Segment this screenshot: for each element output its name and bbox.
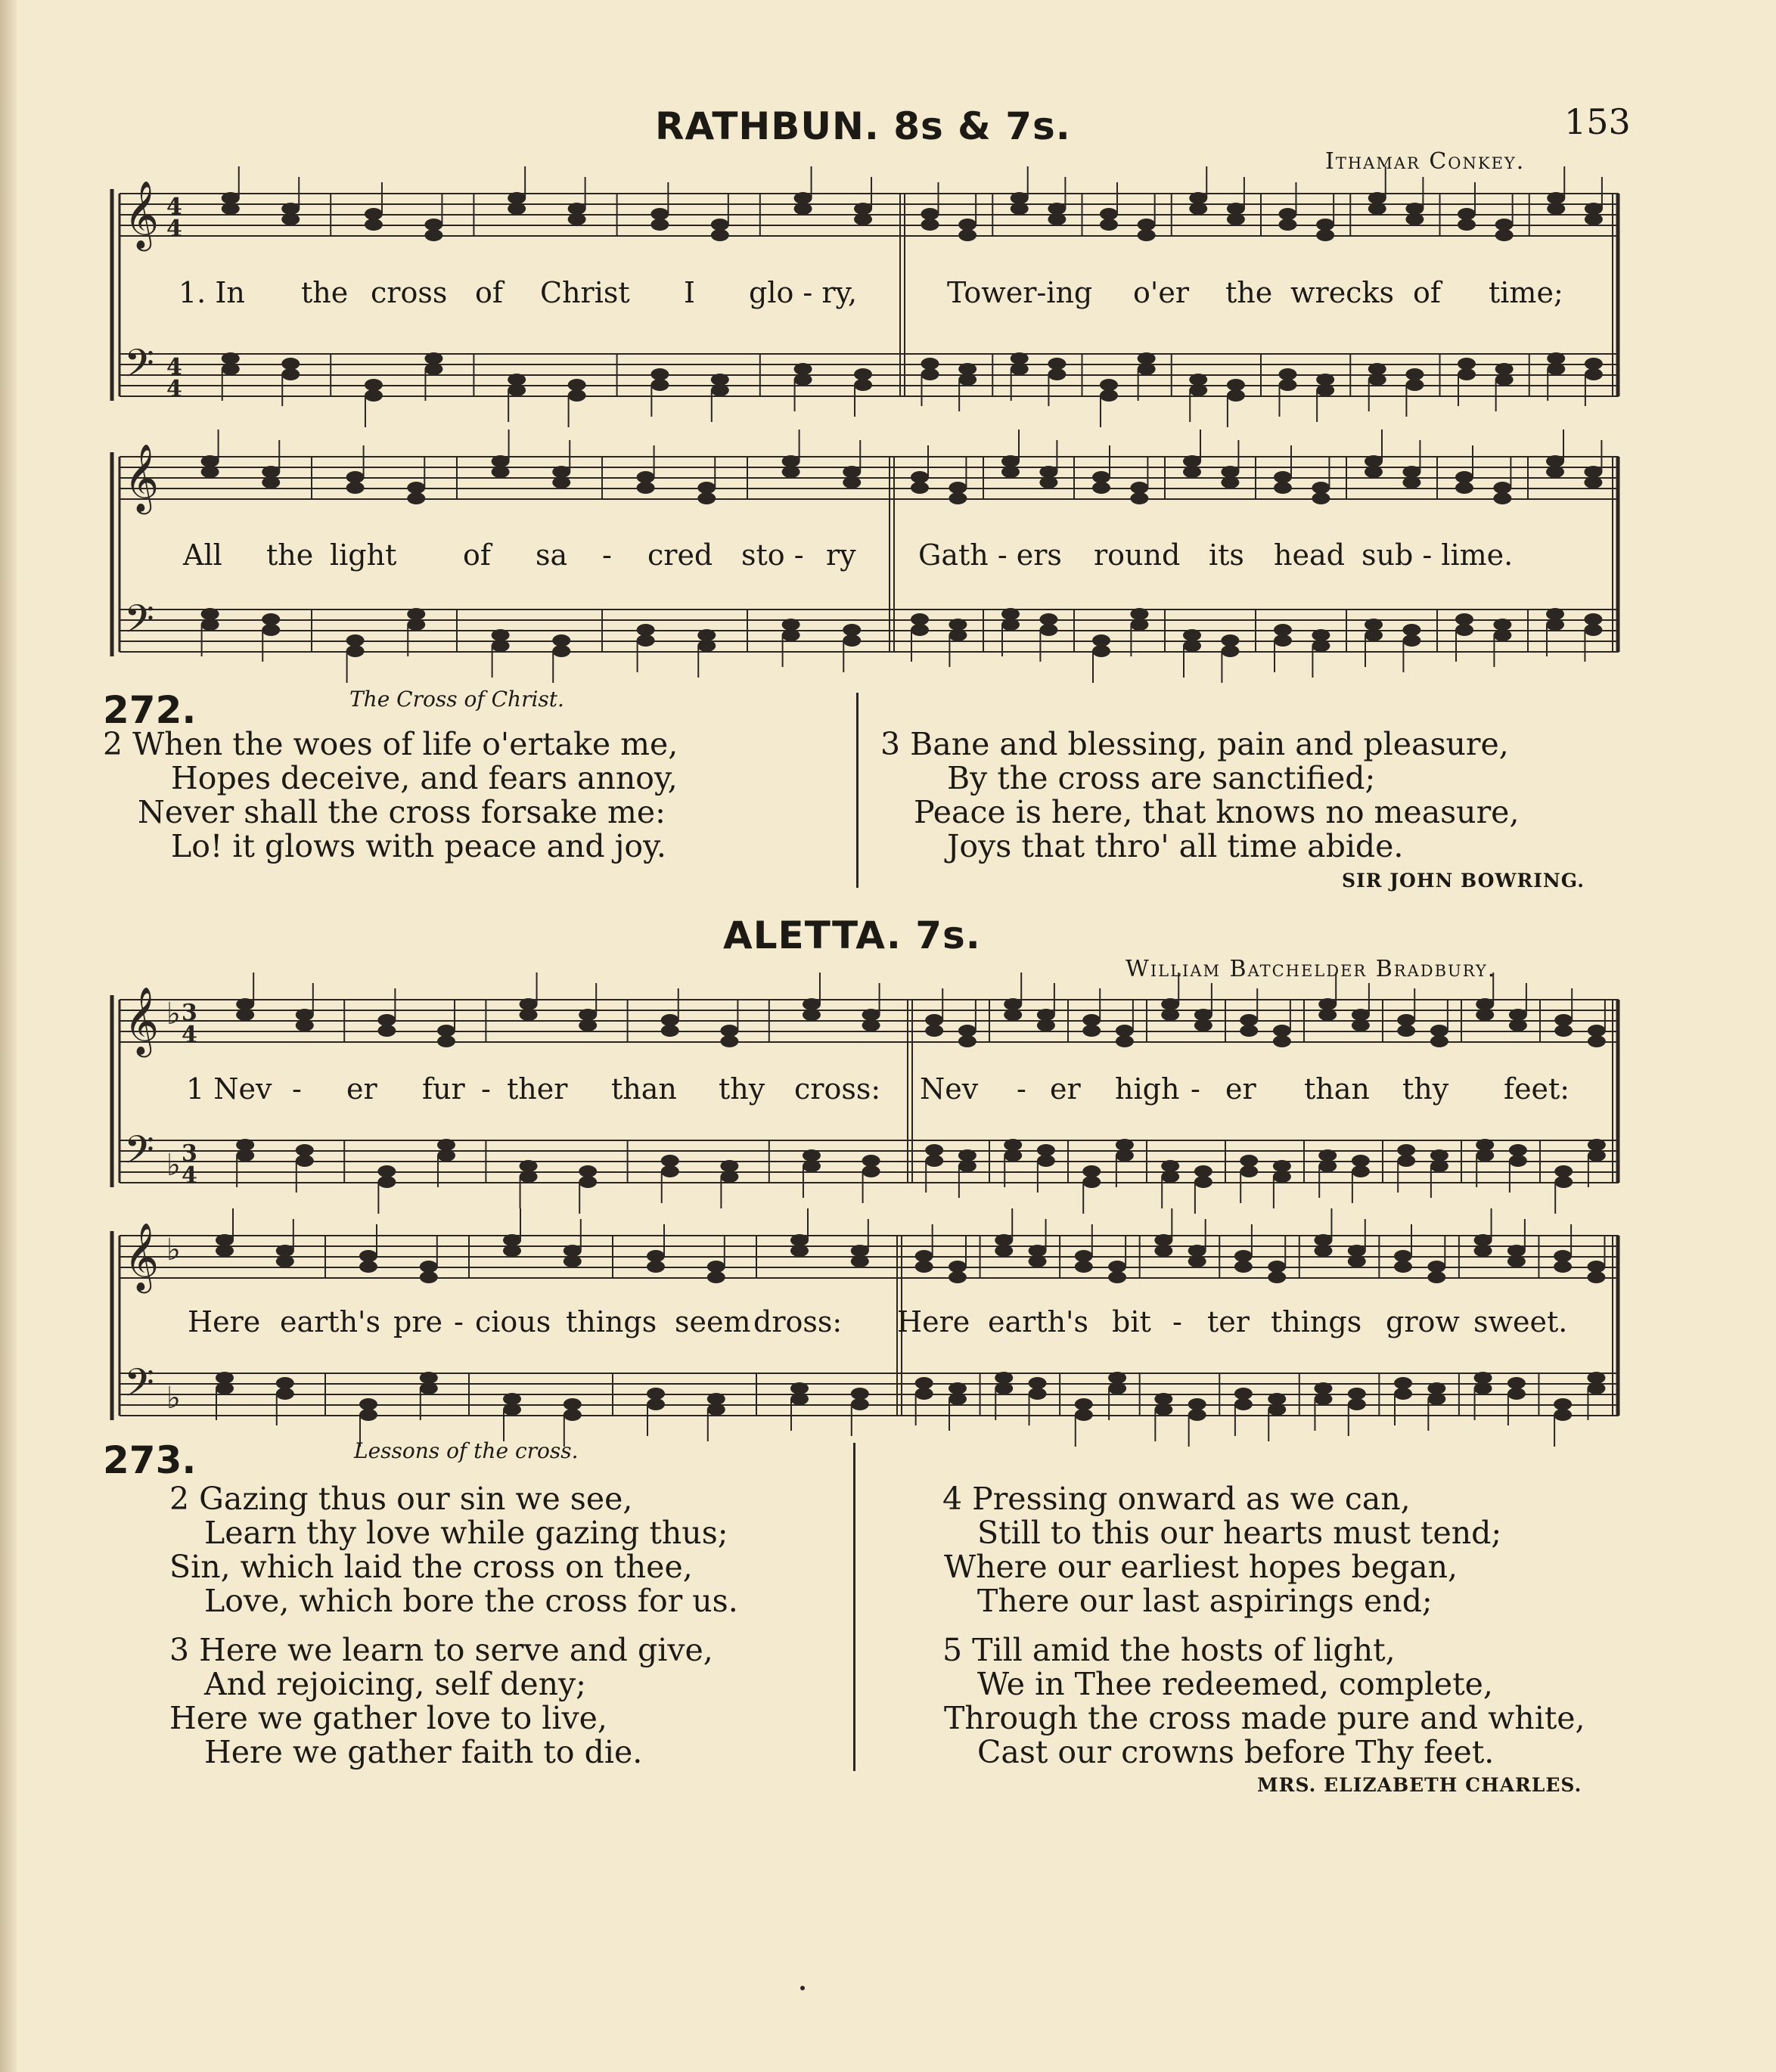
- bass-note-head: [1188, 1409, 1206, 1421]
- treble-note-head: [276, 1245, 294, 1257]
- bass-clef: 𝄢: [124, 340, 154, 395]
- aletta-lyric-2-15: sweet.: [1473, 1305, 1568, 1338]
- rathbun-lyric-2-0: All: [183, 538, 222, 572]
- aletta-lyric-2-12: ter: [1207, 1305, 1250, 1338]
- hymn-273-v2-line-0: 2 Gazing thus our sin we see,: [169, 1481, 633, 1517]
- aletta-lyric-2-5: things: [566, 1305, 657, 1338]
- treble-note-head: [1507, 1255, 1526, 1267]
- rathbun-lyric-2-11: its: [1209, 538, 1244, 572]
- hymn-272-v3-line-2: Peace is here, that knows no measure,: [914, 794, 1520, 830]
- bass-note-head: [1427, 1382, 1445, 1394]
- aletta-title: ALETTA. 7s.: [723, 913, 981, 957]
- treble-note-head: [564, 1245, 582, 1257]
- bass-note-head: [1075, 1409, 1093, 1421]
- bass-note-head: [1394, 1377, 1412, 1389]
- bass-note-head: [564, 1398, 582, 1410]
- treble-note-head: [1075, 1261, 1093, 1273]
- rathbun-lyric-1-11: of: [1413, 276, 1441, 309]
- aletta-lyric-1-8: cross:: [794, 1072, 881, 1106]
- rathbun-lyric-1-12: time;: [1489, 276, 1563, 309]
- treble-note-head: [359, 1250, 377, 1262]
- aletta-lyric-1-13: -: [1191, 1072, 1200, 1106]
- bass-note-head: [276, 1377, 294, 1389]
- rathbun-lyric-1-8: o'er: [1133, 276, 1189, 309]
- treble-note-head: [707, 1261, 725, 1273]
- hymn-273-number: 273.: [103, 1438, 197, 1482]
- treble-note-head: [1587, 1271, 1605, 1283]
- treble-note-head: [1268, 1261, 1286, 1273]
- bass-note-head: [564, 1409, 582, 1421]
- rathbun-lyric-2-8: ry: [826, 538, 856, 572]
- aletta-lyric-2-14: grow: [1386, 1305, 1460, 1338]
- treble-note-head: [1108, 1261, 1126, 1273]
- treble-note-head: [1427, 1271, 1445, 1283]
- treble-note-head: [1108, 1271, 1126, 1283]
- aletta-lyric-1-1: -: [292, 1072, 302, 1106]
- bass-note-head: [420, 1382, 438, 1394]
- treble-time-numerator: 3: [182, 1000, 197, 1026]
- aletta-lyric-2-9: earth's: [988, 1305, 1088, 1338]
- treble-clef: 𝄞: [124, 444, 160, 512]
- treble-note-head: [1554, 1250, 1572, 1262]
- treble-note-head: [915, 1261, 933, 1273]
- rathbun-lyric-2-6: cred: [647, 538, 713, 572]
- hymn-272-v3-line-0: 3 Bane and blessing, pain and pleasure,: [880, 726, 1509, 762]
- hymn-273-v5-line-3: Cast our crowns before Thy feet.: [977, 1734, 1495, 1770]
- treble-note-head: [1154, 1234, 1172, 1246]
- bass-time-numerator: 3: [182, 1140, 197, 1167]
- bass-note-head: [915, 1377, 933, 1389]
- aletta-lyric-2-2: pre: [393, 1305, 442, 1338]
- key-signature-flat: ♭: [166, 1381, 181, 1416]
- bass-note-head: [1348, 1388, 1366, 1400]
- bass-time-denominator: 4: [166, 376, 182, 402]
- treble-note-head: [1394, 1261, 1412, 1273]
- bass-note-head: [1154, 1393, 1172, 1405]
- aletta-lyric-1-17: feet:: [1504, 1072, 1570, 1106]
- bass-note-head: [216, 1382, 234, 1394]
- treble-time-denominator: 4: [182, 1022, 197, 1048]
- rathbun-lyric-1-9: the: [1225, 276, 1273, 309]
- bass-note-head: [1427, 1393, 1445, 1405]
- aletta-lyric-1-14: er: [1225, 1072, 1256, 1106]
- hymn-272-author: SIR JOHN BOWRING.: [1342, 870, 1585, 892]
- bass-note-head: [707, 1404, 725, 1416]
- treble-note-head: [1029, 1245, 1047, 1257]
- bass-note-head: [359, 1398, 377, 1410]
- treble-note-head: [1154, 1245, 1172, 1257]
- bass-note-head: [1108, 1372, 1126, 1384]
- bass-note-head: [420, 1372, 438, 1384]
- aletta-lyric-2-7: dross:: [753, 1305, 843, 1338]
- hymn-273-v3-line-0: 3 Here we learn to serve and give,: [169, 1632, 713, 1668]
- aletta-lyric-1-7: thy: [719, 1072, 765, 1106]
- key-signature-flat: ♭: [166, 1148, 181, 1183]
- aletta-composer: William Batchelder Bradbury.: [1126, 956, 1497, 982]
- treble-note-head: [1587, 1261, 1605, 1273]
- aletta-lyric-2-13: things: [1271, 1305, 1362, 1338]
- treble-time-numerator: 4: [166, 194, 182, 220]
- bass-note-head: [503, 1404, 521, 1416]
- hymn-272-v2-line-0: 2 When the woes of life o'ertake me,: [103, 726, 678, 762]
- treble-note-head: [1474, 1245, 1492, 1257]
- bass-note-head: [1507, 1377, 1526, 1389]
- key-signature-flat: ♭: [166, 1233, 181, 1267]
- treble-note-head: [1075, 1250, 1093, 1262]
- rathbun-lyric-1-4: Christ: [540, 276, 630, 309]
- aletta-lyric-1-9: Nev: [920, 1072, 979, 1106]
- bass-note-head: [1394, 1388, 1412, 1400]
- bass-note-head: [851, 1398, 869, 1410]
- treble-note-head: [1234, 1250, 1253, 1262]
- hymn-273-v2-line-2: Sin, which laid the cross on thee,: [169, 1549, 693, 1585]
- treble-note-head: [1507, 1245, 1526, 1257]
- bass-note-head: [790, 1382, 809, 1394]
- bass-note-head: [1268, 1404, 1286, 1416]
- bass-note-head: [851, 1388, 869, 1400]
- treble-note-head: [420, 1271, 438, 1283]
- bass-note-head: [1029, 1388, 1047, 1400]
- bass-clef: 𝄢: [124, 596, 154, 651]
- bass-note-head: [949, 1382, 967, 1394]
- treble-clef: 𝄞: [124, 181, 160, 249]
- aletta-lyric-2-11: -: [1172, 1305, 1182, 1338]
- bass-note-head: [1474, 1372, 1492, 1384]
- hymn-273-v4-line-0: 4 Pressing onward as we can,: [942, 1481, 1411, 1517]
- aletta-lyric-2-10: bit: [1112, 1305, 1151, 1338]
- rathbun-lyric-1-1: the: [301, 276, 349, 309]
- bass-note-head: [1507, 1388, 1526, 1400]
- rathbun-lyric-2-1: the: [266, 538, 314, 572]
- hymn-273-v2-line-1: Learn thy love while gazing thus;: [204, 1515, 728, 1551]
- treble-note-head: [503, 1245, 521, 1257]
- hymn-273-v4-line-2: Where our earliest hopes began,: [944, 1549, 1458, 1585]
- bass-note-head: [647, 1398, 665, 1410]
- bass-note-head: [1348, 1398, 1366, 1410]
- treble-note-head: [707, 1271, 725, 1283]
- treble-note-head: [995, 1234, 1013, 1246]
- aletta-lyric-1-10: -: [1017, 1072, 1026, 1106]
- treble-time-denominator: 4: [166, 216, 182, 242]
- aletta-lyric-1-15: than: [1304, 1072, 1370, 1106]
- treble-note-head: [949, 1271, 967, 1283]
- bass-note-head: [1554, 1409, 1572, 1421]
- bass-note-head: [1029, 1377, 1047, 1389]
- aletta-lyric-1-11: er: [1050, 1072, 1081, 1106]
- bass-note-head: [915, 1388, 933, 1400]
- bass-note-head: [1587, 1382, 1605, 1394]
- bass-time-denominator: 4: [182, 1162, 197, 1189]
- aletta-lyric-1-12: high: [1115, 1072, 1180, 1106]
- rathbun-lyric-2-5: -: [602, 538, 612, 572]
- hymn-273-v3-line-3: Here we gather faith to die.: [204, 1734, 643, 1770]
- hymn-272-v3-line-1: By the cross are sanctified;: [947, 760, 1376, 796]
- aletta-lyric-2-8: Here: [897, 1305, 970, 1338]
- hymn-273-v5-line-2: Through the cross made pure and white,: [944, 1700, 1585, 1736]
- aletta-lyric-1-2: er: [346, 1072, 377, 1106]
- aletta-lyric-1-5: ther: [507, 1072, 568, 1106]
- rathbun-lyric-2-2: light: [330, 538, 397, 572]
- rathbun-lyric-1-10: wrecks: [1290, 276, 1394, 309]
- treble-note-head: [790, 1234, 809, 1246]
- hymn-273-v3-line-2: Here we gather love to live,: [169, 1700, 607, 1736]
- treble-note-head: [915, 1250, 933, 1262]
- bass-note-head: [503, 1393, 521, 1405]
- page-speck: [800, 1986, 805, 1990]
- treble-note-head: [503, 1234, 521, 1246]
- hymn-272-v3-line-3: Joys that thro' all time abide.: [947, 828, 1404, 864]
- bass-note-head: [1234, 1398, 1253, 1410]
- bass-note-head: [790, 1393, 809, 1405]
- rathbun-composer: Ithamar Conkey.: [1325, 148, 1526, 175]
- treble-note-head: [1188, 1255, 1206, 1267]
- hymn-273-v5-line-0: 5 Till amid the hosts of light,: [942, 1632, 1396, 1668]
- treble-note-head: [276, 1255, 294, 1267]
- aletta-lyric-1-4: -: [481, 1072, 491, 1106]
- bass-note-head: [359, 1409, 377, 1421]
- rathbun-lyric-1-2: cross: [371, 276, 448, 309]
- treble-note-head: [949, 1261, 967, 1273]
- rathbun-lyric-1-6: glo - ry,: [749, 276, 858, 309]
- hymn-272-v2-line-2: Never shall the cross forsake me:: [138, 794, 666, 830]
- rathbun-lyric-2-3: of: [463, 538, 491, 572]
- bass-note-head: [949, 1393, 967, 1405]
- treble-note-head: [359, 1261, 377, 1273]
- aletta-lyric-2-4: cious: [475, 1305, 551, 1338]
- aletta-lyric-1-16: thy: [1402, 1072, 1449, 1106]
- rathbun-lyric-1-7: Tower-ing: [947, 276, 1093, 309]
- treble-note-head: [1554, 1261, 1572, 1273]
- treble-note-head: [1348, 1245, 1366, 1257]
- rathbun-lyric-2-4: sa: [536, 538, 568, 572]
- rathbun-lyric-2-7: sto -: [741, 538, 804, 572]
- bass-note-head: [647, 1388, 665, 1400]
- bass-note-head: [1188, 1398, 1206, 1410]
- bass-note-head: [276, 1388, 294, 1400]
- aletta-lyric-2-1: earth's: [280, 1305, 380, 1338]
- hymn-273-v2-line-3: Love, which bore the cross for us.: [204, 1583, 738, 1619]
- hymn-273-v4-line-3: There our last aspirings end;: [977, 1583, 1433, 1619]
- bass-note-head: [1154, 1404, 1172, 1416]
- treble-note-head: [995, 1245, 1013, 1257]
- treble-note-head: [216, 1234, 234, 1246]
- hymn-273-author: MRS. ELIZABETH CHARLES.: [1257, 1774, 1582, 1796]
- treble-clef: 𝄞: [124, 1223, 160, 1291]
- bass-clef: 𝄢: [124, 1127, 154, 1182]
- bass-note-head: [707, 1393, 725, 1405]
- treble-note-head: [564, 1255, 582, 1267]
- hymn-273-v5-line-1: We in Thee redeemed, complete,: [977, 1666, 1493, 1702]
- bass-note-head: [1554, 1398, 1572, 1410]
- treble-clef: 𝄞: [124, 987, 160, 1055]
- treble-note-head: [851, 1245, 869, 1257]
- aletta-lyric-1-3: fur: [422, 1072, 465, 1106]
- treble-note-head: [647, 1261, 665, 1273]
- rathbun-title: RATHBUN. 8s & 7s.: [655, 104, 1071, 148]
- treble-note-head: [420, 1261, 438, 1273]
- rathbun-lyric-2-9: Gath - ers: [918, 538, 1062, 572]
- bass-note-head: [216, 1372, 234, 1384]
- page-number: 153: [1564, 101, 1631, 142]
- hymn-273-subtitle: Lessons of the cross.: [354, 1438, 579, 1463]
- treble-note-head: [1348, 1255, 1366, 1267]
- bass-note-head: [995, 1382, 1013, 1394]
- bass-note-head: [1075, 1398, 1093, 1410]
- treble-note-head: [1394, 1250, 1412, 1262]
- bass-note-head: [1587, 1372, 1605, 1384]
- rathbun-lyric-1-5: I: [684, 276, 696, 309]
- treble-note-head: [1029, 1255, 1047, 1267]
- rathbun-lyric-2-10: round: [1094, 538, 1181, 572]
- hymn-272-v2-line-1: Hopes deceive, and fears annoy,: [171, 760, 678, 796]
- treble-note-head: [1314, 1245, 1332, 1257]
- bass-note-head: [1108, 1382, 1126, 1394]
- treble-note-head: [216, 1245, 234, 1257]
- rathbun-lyric-1-0: 1. In: [179, 276, 245, 309]
- aletta-lyric-1-0: 1 Nev: [186, 1072, 272, 1106]
- bass-note-head: [1314, 1382, 1332, 1394]
- bass-note-head: [1268, 1393, 1286, 1405]
- aletta-lyric-2-3: -: [454, 1305, 464, 1338]
- rathbun-lyric-1-3: of: [475, 276, 503, 309]
- aletta-lyric-1-6: than: [611, 1072, 677, 1106]
- hymn-273-v4-line-1: Still to this our hearts must tend;: [977, 1515, 1502, 1551]
- treble-note-head: [1314, 1234, 1332, 1246]
- hymn-273-column-divider: [853, 1443, 855, 1771]
- bass-note-head: [1314, 1393, 1332, 1405]
- treble-note-head: [851, 1255, 869, 1267]
- key-signature-flat: ♭: [166, 997, 181, 1031]
- bass-note-head: [995, 1372, 1013, 1384]
- bass-note-head: [1234, 1388, 1253, 1400]
- hymn-272-number: 272.: [103, 688, 197, 732]
- treble-note-head: [1188, 1245, 1206, 1257]
- treble-note-head: [1268, 1271, 1286, 1283]
- treble-note-head: [1427, 1261, 1445, 1273]
- treble-note-head: [1474, 1234, 1492, 1246]
- aletta-lyric-2-0: Here: [188, 1305, 261, 1338]
- bass-clef: 𝄢: [124, 1360, 154, 1415]
- treble-note-head: [790, 1245, 809, 1257]
- aletta-lyric-2-6: seem: [675, 1305, 751, 1338]
- rathbun-lyric-2-13: sub - lime.: [1361, 538, 1514, 572]
- hymn-273-v3-line-1: And rejoicing, self deny;: [204, 1666, 586, 1702]
- treble-note-head: [647, 1250, 665, 1262]
- bass-time-numerator: 4: [166, 354, 182, 380]
- hymn-272-subtitle: The Cross of Christ.: [349, 687, 564, 712]
- rathbun-lyric-2-12: head: [1274, 538, 1345, 572]
- treble-note-head: [1234, 1261, 1253, 1273]
- hymn-272-v2-line-3: Lo! it glows with peace and joy.: [171, 828, 666, 864]
- bass-note-head: [1474, 1382, 1492, 1394]
